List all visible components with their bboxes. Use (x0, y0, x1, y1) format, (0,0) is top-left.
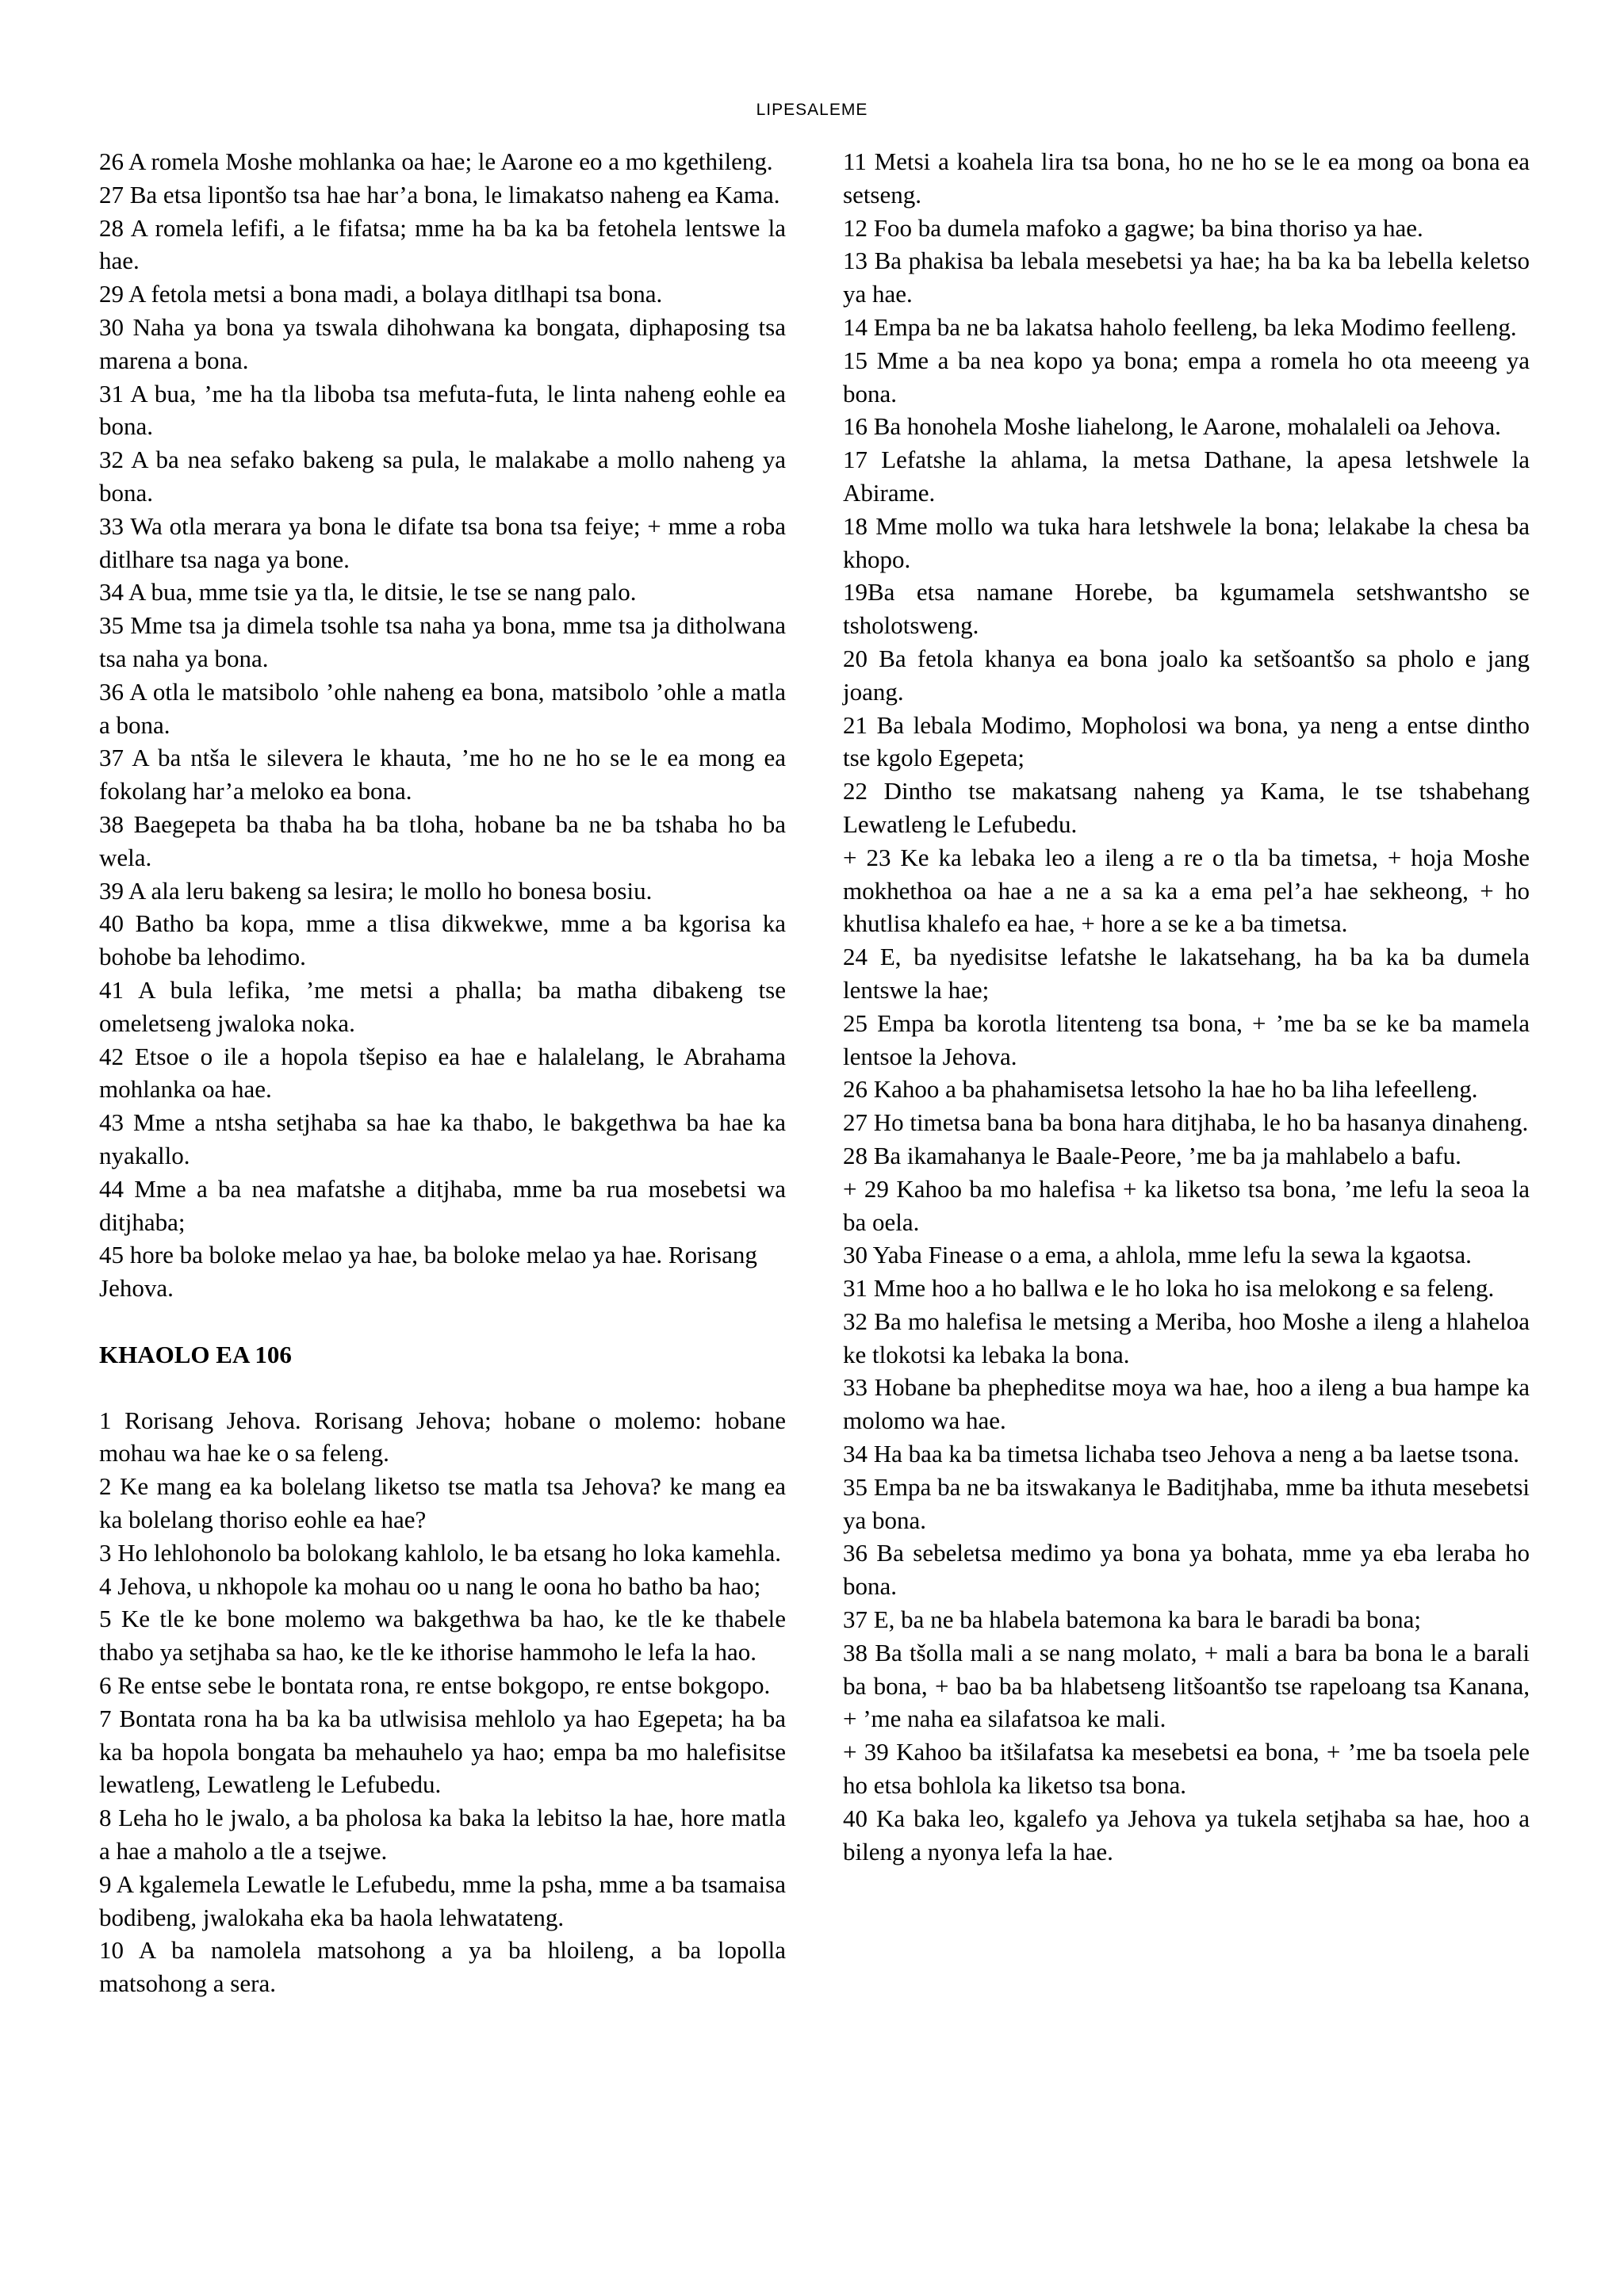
verse: 33 Wa otla merara ya bona le difate tsa bona tsa feiye; + mme a roba ditlhare tsa naga ya bone. (99, 511, 786, 573)
verse: 8 Leha ho le jwalo, a ba pholosa ka baka la lebitso la hae, hore matla a hae a maholo a tle a tsejwe. (99, 1804, 786, 1866)
verse: 13 Ba phakisa ba lebala mesebetsi ya hae; ha ba ka ba lebella keletso ya hae. (843, 247, 1530, 308)
verse: 6 Re entse sebe le bontata rona, re entse bokgopo, re entse bokgopo. (99, 1671, 771, 1700)
verses-list (843, 145, 1530, 1868)
verse: 7 Bontata rona ha ba ka ba utlwisisa mehlolo ya hao Egepeta; ha ba ka ba hopola bongata ba mehauhelo ya hao; empa ba mo halefisitse lewatleng, Lewatleng le Lefubedu. (99, 1704, 786, 1799)
verse: 14 Empa ba ne ba lakatsa haholo feelleng, ba leka Modimo feelleng. (843, 312, 1517, 341)
verse: 32 Ba mo halefisa le metsing a Meriba, hoo Moshe a ileng a hlaheloa ke tlokotsi ka lebaka la bona. (843, 1307, 1530, 1368)
verse: 10 A ba namolela matsohong a ya ba hloileng, a ba lopolla matsohong a sera. (99, 1936, 786, 1998)
verse: 28 A romela lefifi, a le fifatsa; mme ha ba ka ba fetohela lentswe la hae. (99, 213, 786, 275)
verse: 24 E, ba nyedisitse lefatshe le lakatsehang, ha ba ka ba dumela lentswe la hae; (843, 943, 1530, 1004)
verse: 37 A ba ntša le silevera le khauta, ’me ho ne ho se le ea mong ea fokolang har’a meloko ea bona. (99, 744, 786, 806)
verse: 16 Ba honohela Moshe liahelong, le Aarone, mohalaleli oa Jehova. (843, 412, 1501, 441)
verse: + 29 Kahoo ba mo halefisa + ka liketso tsa bona, ’me lefu la seoa la ba oela. (843, 1174, 1530, 1236)
verse: 35 Empa ba ne ba itswakanya le Baditjhaba, mme ba ithuta mesebetsi ya bona. (843, 1472, 1530, 1534)
verse: 40 Batho ba kopa, mme a tlisa dikwekwe, mme a ba kgorisa ka bohobe ba lehodimo. (99, 909, 786, 971)
verse: 33 Hobane ba phepheditse moya wa hae, hoo a ileng a bua hampe ka molomo wa hae. (843, 1373, 1530, 1435)
verse: 43 Mme a ntsha setjhaba sa hae ka thabo, le bakgethwa ba hae ka nyakallo. (99, 1108, 786, 1169)
verse: 22 Dintho tse makatsang naheng ya Kama, le tse tshabehang Lewatleng le Lefubedu. (843, 777, 1530, 838)
verse: 12 Foo ba dumela mafoko a gagwe; ba bina thoriso ya hae. (843, 213, 1423, 242)
verse: 17 Lefatshe la ahlama, la metsa Dathane, la apesa letshwele la Abirame. (843, 446, 1530, 507)
verse: 18 Mme mollo wa tuka hara letshwele la bona; lelakabe la chesa ba khopo. (843, 511, 1530, 573)
verses-after-list (99, 1404, 786, 2000)
verse: 31 Mme hoo a ho ballwa e le ho loka ho isa melokong e sa feleng. (843, 1274, 1495, 1303)
verse: 26 A romela Moshe mohlanka oa hae; le Aarone eo a mo kgethileng. (99, 147, 773, 175)
verse: 30 Naha ya bona ya tswala dihohwana ka bongata, diphaposing tsa marena a bona. (99, 312, 786, 374)
verse: 28 Ba ikamahanya le Baale-Peore, ’me ba ja mahlabelo a bafu. (843, 1141, 1461, 1169)
verse: 26 Kahoo a ba phahamisetsa letsoho la hae ho ba liha lefeelleng. (843, 1075, 1478, 1104)
verse: 1 Rorisang Jehova. Rorisang Jehova; hobane o molemo: hobane mohau wa hae ke o sa feleng. (99, 1406, 786, 1468)
verse: + 23 Ke ka lebaka leo a ileng a re o tla ba timetsa, + hoja Moshe mokhethoa oa hae a ne a sa ka a ema pel’a hae sekheong, + ho khutlisa khalefo ea hae, + hore a se ke a ba timetsa. (843, 843, 1530, 938)
verse: 31 A bua, ’me ha tla liboba tsa mefuta-futa, le linta naheng eohle ea bona. (99, 379, 786, 441)
verse: 44 Mme a ba nea mafatshe a ditjhaba, mme ba rua mosebetsi wa ditjhaba; (99, 1174, 786, 1236)
verse: 38 Ba tšolla mali a se nang molato, + mali a bara ba bona le a barali ba bona, + bao ba ba hlabetseng litšoantšo tse rapeloang tsa Kanana, + ’me naha ea silafatsoa ke mali. (843, 1638, 1530, 1733)
verse: 19Ba etsa namane Horebe, ba kgumamela setshwantsho se tsholotsweng. (843, 578, 1530, 640)
verses-before-list (99, 145, 786, 1305)
running-head: LIPESALEME (756, 101, 868, 119)
verse: 37 E, ba ne ba hlabela batemona ka bara le baradi ba bona; (843, 1605, 1422, 1634)
verse: 45 hore ba boloke melao ya hae, ba boloke melao ya hae. Rorisang Jehova. (99, 1241, 757, 1303)
verse: 4 Jehova, u nkhopole ka mohau oo u nang le oona ho batho ba hao; (99, 1571, 761, 1600)
verse: 39 A ala leru bakeng sa lesira; le mollo ho bonesa bosiu. (99, 876, 653, 905)
verse: 30 Yaba Finease o a ema, a ahlola, mme lefu la sewa la kgaotsa. (843, 1241, 1472, 1269)
verse: 42 Etsoe o ile a hopola tšepiso ea hae e halalelang, le Abrahama mohlanka oa hae. (99, 1042, 786, 1104)
verse: 11 Metsi a koahela lira tsa bona, ho ne ho se le ea mong oa bona ea setseng. (843, 147, 1530, 209)
verse: 41 A bula lefika, ’me metsi a phalla; ba matha dibakeng tse omeletseng jwaloka noka. (99, 975, 786, 1037)
verse: 15 Mme a ba nea kopo ya bona; empa a romela ho ota meeeng ya bona. (843, 346, 1530, 408)
verse: 35 Mme tsa ja dimela tsohle tsa naha ya bona, mme tsa ja ditholwana tsa naha ya bona. (99, 611, 786, 672)
left-column (99, 145, 786, 2000)
verse: 36 A otla le matsibolo ’ohle naheng ea bona, matsibolo ’ohle a matla a bona. (99, 677, 786, 739)
verse: 34 A bua, mme tsie ya tla, le ditsie, le tse se nang palo. (99, 578, 637, 607)
verse: 29 A fetola metsi a bona madi, a bolaya ditlhapi tsa bona. (99, 280, 663, 308)
verse: 2 Ke mang ea ka bolelang liketso tse matla tsa Jehova? ke mang ea ka bolelang thoriso eohle ea hae? (99, 1472, 786, 1534)
verse: 25 Empa ba korotla litenteng tsa bona, + ’me ba se ke ba mamela lentsoe la Jehova. (843, 1008, 1530, 1070)
verse: 36 Ba sebeletsa medimo ya bona ya bohata, mme ya eba leraba ho bona. (843, 1539, 1530, 1601)
verse: 20 Ba fetola khanya ea bona joalo ka setšoantšo sa pholo e jang joang. (843, 644, 1530, 706)
verse: 3 Ho lehlohonolo ba bolokang kahlolo, le ba etsang ho loka kamehla. (99, 1538, 782, 1567)
verse: 5 Ke tle ke bone molemo wa bakgethwa ba hao, ke tle ke thabele thabo ya setjhaba sa hao, ke tle ke ithorise hammoho le lefa la hao. (99, 1605, 786, 1667)
verse: + 39 Kahoo ba itšilafatsa ka mesebetsi ea bona, + ’me ba tsoela pele ho etsa bohlola ka liketso tsa bona. (843, 1738, 1530, 1800)
verse: 27 Ho timetsa bana ba bona hara ditjhaba, le ho ba hasanya dinaheng. (843, 1108, 1529, 1137)
right-column (843, 145, 1530, 1868)
verse: 34 Ha baa ka ba timetsa lichaba tseo Jehova a neng a ba laetse tsona. (843, 1440, 1520, 1468)
chapter-heading: KHAOLO EA 106 (99, 1340, 292, 1368)
verse: 9 A kgalemela Lewatle le Lefubedu, mme la psha, mme a ba tsamaisa bodibeng, jwalokaha eka ba haola lehwatateng. (99, 1869, 786, 1931)
verse: 27 Ba etsa lipontšo tsa hae har’a bona, le limakatso naheng ea Kama. (99, 180, 780, 209)
verse: 21 Ba lebala Modimo, Mopholosi wa bona, ya neng a entse dintho tse kgolo Egepeta; (843, 710, 1530, 772)
verse: 38 Baegepeta ba thaba ha ba tloha, hobane ba ne ba tshaba ho ba wela. (99, 809, 786, 871)
verse: 32 A ba nea sefako bakeng sa pula, le malakabe a mollo naheng ya bona. (99, 446, 786, 507)
verse: 40 Ka baka leo, kgalefo ya Jehova ya tukela setjhaba sa hae, hoo a bileng a nyonya lefa la hae. (843, 1804, 1530, 1866)
